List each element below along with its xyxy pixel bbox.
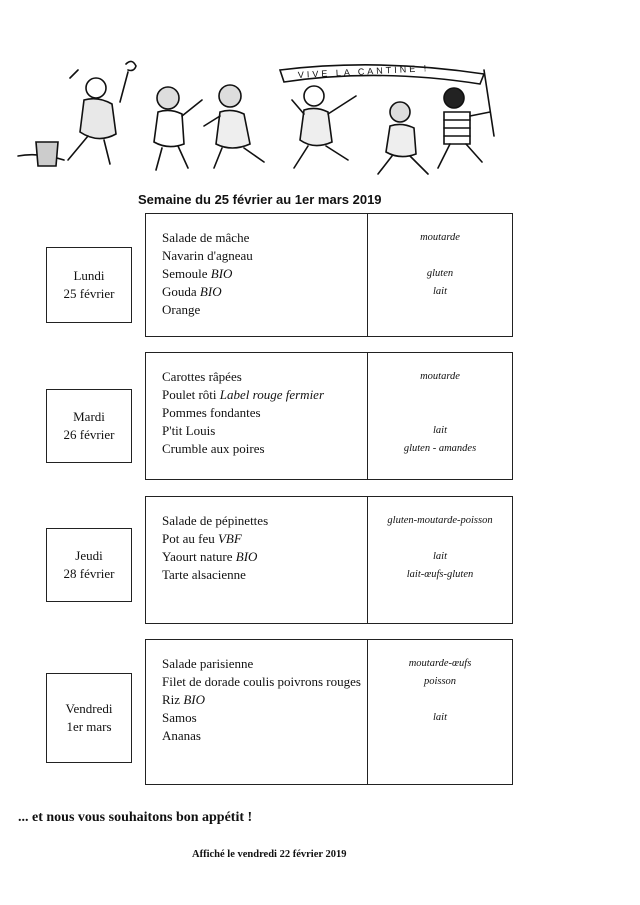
allergen-note: gluten - amandes [403, 443, 477, 454]
allergen-note [368, 404, 512, 422]
allergen-note [368, 386, 512, 404]
closing-message: ... et nous vous souhaitons bon appétit ! [18, 810, 253, 825]
allergen-note [368, 247, 512, 265]
day-date: 1er mars [66, 719, 112, 734]
day-label-box [46, 389, 132, 463]
dish-name: Gouda [162, 284, 200, 299]
allergen-note: poisson [423, 676, 457, 687]
menu-box [145, 639, 513, 785]
cantine-banner-illustration [8, 56, 498, 186]
allergen-note: gluten [426, 268, 454, 279]
dish-label: BIO [235, 549, 258, 564]
dish-name: Filet de dorade coulis poivrons rouges [162, 674, 361, 689]
dish-item [162, 265, 367, 283]
allergen-note: lait [432, 712, 447, 723]
day-name: Vendredi [65, 701, 113, 716]
dish-name: P'tit Louis [162, 423, 216, 438]
dish-item [162, 368, 367, 386]
day-date: 25 février [63, 286, 115, 301]
allergen-column [368, 640, 512, 784]
dish-label: Label rouge fermier [219, 387, 325, 402]
allergen-note [368, 727, 512, 745]
dish-label: BIO [199, 284, 222, 299]
dish-item [162, 655, 367, 673]
allergen-note [368, 691, 512, 709]
dish-item [162, 229, 367, 247]
dish-label: VBF [217, 531, 242, 546]
dish-label: BIO [210, 266, 233, 281]
dish-name: Salade de pépinettes [162, 513, 269, 528]
dish-name: Poulet rôti [162, 387, 220, 402]
day-label-box [46, 528, 132, 602]
dish-name: Tarte alsacienne [162, 567, 246, 582]
allergen-note: lait [432, 425, 447, 436]
allergen-note: moutarde-œufs [408, 658, 472, 669]
dish-name: Navarin d'agneau [162, 248, 253, 263]
allergen-note: lait [432, 286, 447, 297]
dish-column [146, 353, 368, 479]
dish-item [162, 709, 367, 727]
dish-name: Crumble aux poires [162, 441, 265, 456]
dish-name: Salade parisienne [162, 656, 254, 671]
dish-item [162, 247, 367, 265]
dish-column [146, 214, 368, 336]
allergen-note: moutarde [420, 371, 460, 382]
week-title: Semaine du 25 février au 1er mars 2019 [138, 192, 382, 207]
dish-name: Orange [162, 302, 201, 317]
dish-name: Samos [162, 710, 197, 725]
banner-sign-text: VIVE LA CANTINE ! [297, 63, 430, 80]
allergen-note [368, 301, 512, 319]
menu-box [145, 352, 513, 480]
dish-name: Pot au feu [162, 531, 218, 546]
allergen-note: moutarde [420, 232, 460, 243]
posted-date: Affiché le vendredi 22 février 2019 [192, 849, 347, 860]
dish-item [162, 530, 367, 548]
dish-item [162, 386, 367, 404]
day-name: Lundi [73, 268, 105, 283]
dish-name: Carottes râpées [162, 369, 242, 384]
dish-item [162, 301, 367, 319]
allergen-column [368, 497, 512, 623]
allergen-column [368, 353, 512, 479]
dish-item [162, 548, 367, 566]
dish-column [146, 497, 368, 623]
allergen-note: lait-œufs-gluten [406, 569, 474, 580]
dish-item [162, 422, 367, 440]
dish-name: Salade de mâche [162, 230, 250, 245]
dish-name: Pommes fondantes [162, 405, 261, 420]
dish-item [162, 691, 367, 709]
dish-item [162, 283, 367, 301]
dish-name: Riz [162, 692, 184, 707]
day-date: 28 février [63, 566, 115, 581]
allergen-note: gluten-moutarde-poisson [387, 515, 493, 526]
dish-name: Ananas [162, 728, 201, 743]
dish-item [162, 566, 367, 584]
dish-label: BIO [183, 692, 205, 707]
dish-item [162, 512, 367, 530]
dish-item [162, 404, 367, 422]
dish-item [162, 727, 367, 745]
menu-box [145, 496, 513, 624]
day-name: Mardi [73, 409, 105, 424]
menu-box [145, 213, 513, 337]
allergen-column [368, 214, 512, 336]
day-date: 26 février [63, 427, 115, 442]
day-label-box [46, 673, 132, 763]
dish-name: Semoule [162, 266, 211, 281]
dish-column [146, 640, 368, 784]
day-name: Jeudi [75, 548, 103, 563]
allergen-note: lait [432, 551, 447, 562]
day-label-box [46, 247, 132, 323]
dish-item [162, 673, 367, 691]
dish-item [162, 440, 367, 458]
allergen-note [368, 530, 512, 548]
dish-name: Yaourt nature [162, 549, 236, 564]
